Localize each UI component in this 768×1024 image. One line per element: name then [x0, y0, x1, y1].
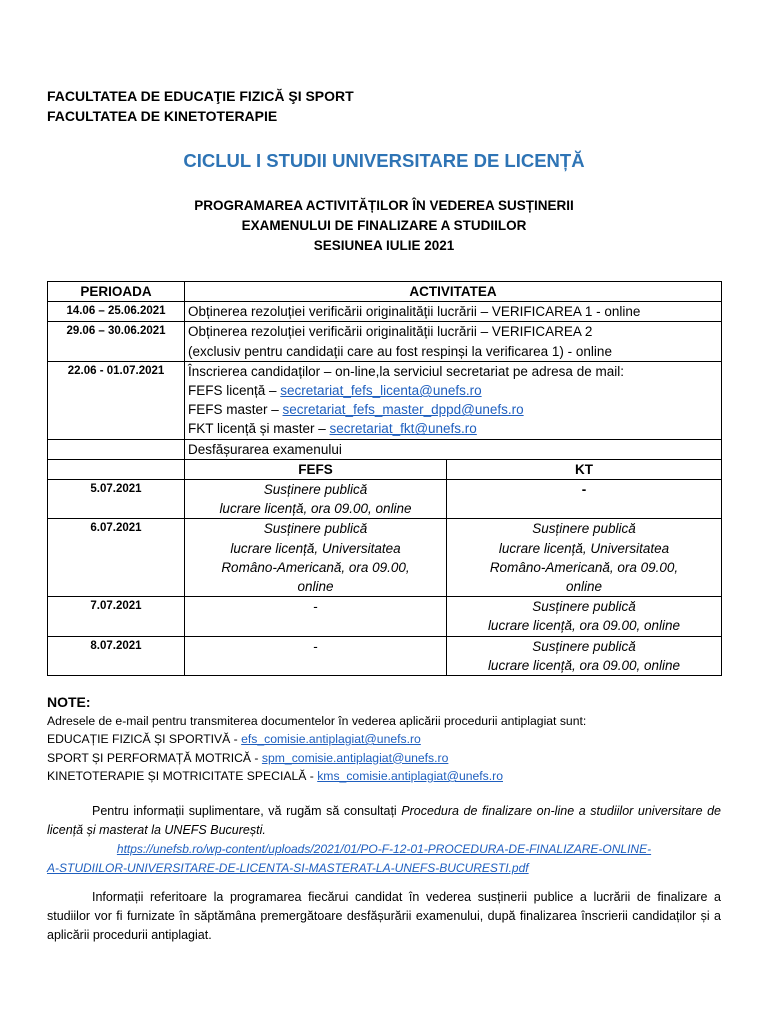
empty-cell — [48, 459, 185, 479]
fefs-cell — [185, 519, 447, 597]
subtitle-line-3: SESIUNEA IULIE 2021 — [313, 238, 455, 253]
email-link[interactable]: spm_comisie.antiplagiat@unefs.ro — [261, 750, 449, 765]
cell-line: online — [297, 579, 334, 595]
activity-cell: Obținerea rezoluției verificării originalității lucrării – VERIFICAREA 1 - online — [185, 302, 722, 322]
table-row — [48, 597, 722, 636]
cell-line: online — [565, 579, 603, 595]
table-row — [48, 322, 722, 361]
kt-cell — [447, 636, 722, 675]
cell-line: Susținere publică — [263, 521, 368, 537]
email-label: KINETOTERAPIE ȘI MOTRICITATE SPECIALĂ - — [47, 769, 318, 783]
exam-label-cell: Desfășurarea examenului — [185, 439, 722, 459]
fefs-cell — [185, 480, 447, 519]
fefs-cell: - — [185, 597, 447, 636]
table-row — [48, 519, 722, 597]
cell-line: lucrare licență, Universitatea — [230, 540, 401, 556]
email-line — [188, 400, 718, 419]
notes-intro: Adresele de e-mail pentru transmiterea documentelor în vederea aplicării procedurii antiplagiat sunt: — [47, 713, 587, 728]
col-header-activity: ACTIVITATEA — [185, 282, 722, 302]
faculty-line-2: FACULTATEA DE KINETOTERAPIE — [47, 108, 278, 124]
email-line — [47, 730, 721, 749]
date-cell: 7.07.2021 — [48, 597, 185, 636]
email-link[interactable]: kms_comisie.antiplagiat@unefs.ro — [317, 769, 503, 783]
email-label: FEFS master – — [188, 402, 283, 418]
info-paragraph — [47, 802, 721, 878]
empty-cell — [48, 439, 185, 459]
email-link[interactable]: secretariat_fkt@unefs.ro — [329, 421, 477, 437]
email-label: FKT licență și master – — [188, 421, 330, 437]
procedure-link-wrap — [47, 840, 721, 859]
email-link[interactable]: efs_comisie.antiplagiat@unefs.ro — [241, 732, 421, 746]
kt-cell — [447, 519, 722, 597]
subtitle-line-1: PROGRAMAREA ACTIVITĂȚILOR ÎN VEDEREA SUSȚINERII — [194, 198, 574, 213]
table-subheader-row — [48, 459, 722, 479]
cell-line: lucrare licență, ora 09.00, online — [487, 657, 681, 673]
cell-line: lucrare licență, ora 09.00, online — [219, 501, 412, 517]
notes-section — [47, 693, 721, 786]
faculty-line-1: FACULTATEA DE EDUCAŢIE FIZICĂ ŞI SPORT — [47, 88, 354, 104]
cell-line: Susținere publică — [532, 638, 636, 654]
procedure-link-wrap — [47, 859, 721, 878]
table-header-row — [48, 282, 722, 302]
date-cell: 8.07.2021 — [48, 636, 185, 675]
period-cell: 22.06 - 01.07.2021 — [48, 361, 185, 439]
period-cell: 29.06 – 30.06.2021 — [48, 322, 185, 361]
col-header-fefs: FEFS — [185, 459, 447, 479]
col-header-period: PERIOADA — [48, 282, 185, 302]
email-line — [188, 381, 718, 400]
cell-line: Susținere publică — [532, 521, 636, 537]
email-label: EDUCAȚIE FIZICĂ ȘI SPORTIVĂ - — [47, 732, 242, 746]
subtitle-line-2: EXAMENULUI DE FINALIZARE A STUDIILOR — [241, 218, 527, 233]
table-row — [48, 636, 722, 675]
kt-cell: - — [447, 480, 722, 519]
table-row — [48, 439, 722, 459]
schedule-info-paragraph — [47, 888, 721, 945]
procedure-title: Procedura de finalizare on-line a studiilor universitare de licență și masterat la UNEFS București. — [47, 804, 721, 837]
cell-line: lucrare licență, ora 09.00, online — [487, 618, 681, 634]
procedure-link[interactable]: https://unefsb.ro/wp-content/uploads/2021/01/PO-F-12-01-PROCEDURA-DE-FINALIZARE-ONLINE- — [116, 842, 652, 856]
cell-line: Susținere publică — [532, 599, 636, 615]
paragraph-text: Pentru informații suplimentare, vă rugăm să consultați — [92, 804, 402, 818]
schedule-table — [47, 281, 722, 676]
date-cell: 6.07.2021 — [48, 519, 185, 597]
table-row — [48, 361, 722, 439]
period-cell: 14.06 – 25.06.2021 — [48, 302, 185, 322]
kt-cell — [447, 597, 722, 636]
table-row — [48, 302, 722, 322]
procedure-link-cont[interactable]: A-STUDIILOR-UNIVERSITARE-DE-LICENTA-SI-MASTERAT-LA-UNEFS-BUCURESTI.pdf — [47, 861, 529, 875]
activity-cell — [185, 322, 722, 361]
activity-cell — [185, 361, 722, 439]
email-line — [188, 419, 718, 438]
email-line — [47, 749, 721, 768]
email-link[interactable]: secretariat_fefs_master_dppd@unefs.ro — [282, 402, 524, 418]
activity-line: Obținerea rezoluției verificării originalității lucrării – VERIFICAREA 2 — [188, 324, 593, 340]
email-label: FEFS licență – — [188, 383, 281, 399]
email-label: SPORT ȘI PERFORMAȚĂ MOTRICĂ - — [47, 750, 262, 765]
col-header-kt: KT — [447, 459, 722, 479]
date-cell: 5.07.2021 — [48, 480, 185, 519]
notes-heading: NOTE: — [47, 694, 91, 710]
table-row — [48, 480, 722, 519]
cell-line: lucrare licență, Universitatea — [498, 540, 670, 556]
fefs-cell: - — [185, 636, 447, 675]
activity-line: Înscrierea candidaților – on-line,la serviciul secretariat pe adresa de mail: — [188, 363, 624, 379]
cell-line: Româno-Americană, ora 09.00, — [221, 559, 410, 575]
document-title: CICLUL I STUDII UNIVERSITARE DE LICENȚĂ — [183, 150, 585, 171]
paragraph-text: Informații referitoare la programarea fiecărui candidat în vederea susținerii publice a lucrării de finalizare a studiilor vor fi furnizate în săptămâna premergătoare desfășurării examenului, după finalizarea înscrierii candidaților și a aplicării procedurii antiplagiat. — [47, 890, 721, 942]
email-link[interactable]: secretariat_fefs_licenta@unefs.ro — [280, 383, 482, 399]
activity-line: (exclusiv pentru candidații care au fost respinși la verificarea 1) - online — [188, 343, 612, 359]
email-line — [47, 767, 721, 786]
cell-line: Susținere publică — [263, 482, 368, 498]
cell-line: Româno-Americană, ora 09.00, — [489, 559, 679, 575]
